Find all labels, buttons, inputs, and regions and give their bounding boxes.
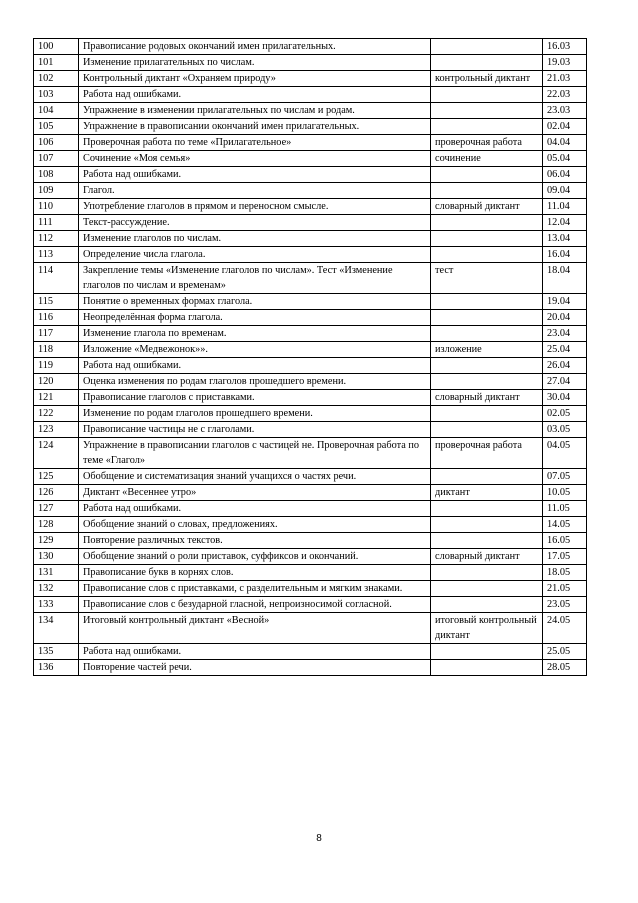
page-number: 8 — [316, 833, 322, 844]
lesson-date-cell: 17.05 — [543, 549, 587, 565]
lesson-topic-cell: Работа над ошибками. — [79, 87, 431, 103]
lesson-number-cell: 108 — [34, 167, 79, 183]
table-row — [34, 517, 587, 533]
lesson-topic-cell: Правописание частицы не с глаголами. — [79, 422, 431, 438]
lesson-date-cell: 04.05 — [543, 438, 587, 469]
lesson-topic-cell: Упражнение в правописании глаголов с частицей не. Проверочная работа по теме «Глагол» — [79, 438, 431, 469]
table-row — [34, 374, 587, 390]
table-row — [34, 597, 587, 613]
lesson-number-cell: 115 — [34, 294, 79, 310]
lesson-topic-cell: Обобщение знаний о роли приставок, суффиксов и окончаний. — [79, 549, 431, 565]
lesson-number-cell: 132 — [34, 581, 79, 597]
lesson-number-cell: 133 — [34, 597, 79, 613]
lesson-number-cell: 100 — [34, 39, 79, 55]
control-type-cell — [431, 326, 543, 342]
lesson-date-cell: 09.04 — [543, 183, 587, 199]
lesson-topic-cell: Изложение «Медвежонок»». — [79, 342, 431, 358]
lesson-date-cell: 25.05 — [543, 644, 587, 660]
lesson-topic-cell: Диктант «Весеннее утро» — [79, 485, 431, 501]
lesson-topic-cell: Правописание родовых окончаний имен прилагательных. — [79, 39, 431, 55]
lesson-date-cell: 11.04 — [543, 199, 587, 215]
lesson-number-cell: 106 — [34, 135, 79, 151]
lesson-number-cell: 117 — [34, 326, 79, 342]
lesson-topic-cell: Текст-рассуждение. — [79, 215, 431, 231]
lesson-number-cell: 105 — [34, 119, 79, 135]
lesson-number-cell: 123 — [34, 422, 79, 438]
table-row — [34, 247, 587, 263]
lesson-topic-cell: Изменение глаголов по числам. — [79, 231, 431, 247]
control-type-cell — [431, 310, 543, 326]
control-type-cell — [431, 406, 543, 422]
table-row — [34, 263, 587, 294]
lesson-topic-cell: Изменение по родам глаголов прошедшего времени. — [79, 406, 431, 422]
lesson-number-cell: 104 — [34, 103, 79, 119]
lesson-date-cell: 26.04 — [543, 358, 587, 374]
lesson-topic-cell: Обобщение знаний о словах, предложениях. — [79, 517, 431, 533]
lesson-topic-cell: Упражнение в изменении прилагательных по числам и родам. — [79, 103, 431, 119]
lesson-topic-cell: Понятие о временных формах глагола. — [79, 294, 431, 310]
control-type-cell: контрольный диктант — [431, 71, 543, 87]
lesson-date-cell: 16.03 — [543, 39, 587, 55]
lesson-number-cell: 110 — [34, 199, 79, 215]
lesson-number-cell: 127 — [34, 501, 79, 517]
control-type-cell — [431, 469, 543, 485]
lesson-date-cell: 23.04 — [543, 326, 587, 342]
control-type-cell: словарный диктант — [431, 549, 543, 565]
table-row — [34, 342, 587, 358]
lesson-number-cell: 124 — [34, 438, 79, 469]
table-row — [34, 167, 587, 183]
control-type-cell — [431, 533, 543, 549]
control-type-cell — [431, 119, 543, 135]
control-type-cell — [431, 231, 543, 247]
table-row — [34, 422, 587, 438]
table-row — [34, 71, 587, 87]
control-type-cell — [431, 87, 543, 103]
control-type-cell — [431, 660, 543, 676]
table-row — [34, 581, 587, 597]
table-row — [34, 390, 587, 406]
lesson-date-cell: 22.03 — [543, 87, 587, 103]
lesson-topic-cell: Оценка изменения по родам глаголов прошедшего времени. — [79, 374, 431, 390]
lesson-number-cell: 135 — [34, 644, 79, 660]
control-type-cell: изложение — [431, 342, 543, 358]
lesson-date-cell: 19.03 — [543, 55, 587, 71]
table-row — [34, 406, 587, 422]
lesson-topic-cell: Изменение глагола по временам. — [79, 326, 431, 342]
control-type-cell — [431, 167, 543, 183]
table-row — [34, 533, 587, 549]
control-type-cell: сочинение — [431, 151, 543, 167]
control-type-cell — [431, 517, 543, 533]
lesson-topic-cell: Изменение прилагательных по числам. — [79, 55, 431, 71]
lesson-date-cell: 21.03 — [543, 71, 587, 87]
table-row — [34, 326, 587, 342]
lesson-date-cell: 18.05 — [543, 565, 587, 581]
lesson-number-cell: 125 — [34, 469, 79, 485]
lesson-date-cell: 16.05 — [543, 533, 587, 549]
lesson-date-cell: 23.05 — [543, 597, 587, 613]
control-type-cell — [431, 55, 543, 71]
lesson-date-cell: 21.05 — [543, 581, 587, 597]
lesson-date-cell: 14.05 — [543, 517, 587, 533]
table-row — [34, 151, 587, 167]
lesson-number-cell: 109 — [34, 183, 79, 199]
lesson-date-cell: 25.04 — [543, 342, 587, 358]
table-row — [34, 485, 587, 501]
lesson-date-cell: 30.04 — [543, 390, 587, 406]
lesson-number-cell: 107 — [34, 151, 79, 167]
lesson-topic-cell: Правописание глаголов с приставками. — [79, 390, 431, 406]
lesson-topic-cell: Контрольный диктант «Охраняем природу» — [79, 71, 431, 87]
control-type-cell — [431, 644, 543, 660]
lesson-date-cell: 03.05 — [543, 422, 587, 438]
lesson-date-cell: 11.05 — [543, 501, 587, 517]
control-type-cell — [431, 215, 543, 231]
lesson-topic-cell: Употребление глаголов в прямом и переносном смысле. — [79, 199, 431, 215]
table-row — [34, 183, 587, 199]
lesson-topic-cell: Сочинение «Моя семья» — [79, 151, 431, 167]
table-row — [34, 310, 587, 326]
control-type-cell — [431, 565, 543, 581]
control-type-cell: итоговый контрольный диктант — [431, 613, 543, 644]
lesson-number-cell: 129 — [34, 533, 79, 549]
control-type-cell — [431, 422, 543, 438]
lesson-plan-body — [34, 39, 587, 676]
lesson-number-cell: 131 — [34, 565, 79, 581]
lesson-date-cell: 24.05 — [543, 613, 587, 644]
control-type-cell — [431, 39, 543, 55]
lesson-number-cell: 103 — [34, 87, 79, 103]
lesson-topic-cell: Закрепление темы «Изменение глаголов по числам». Тест «Изменение глаголов по числам и временам» — [79, 263, 431, 294]
lesson-topic-cell: Правописание слов с приставками, с разделительным и мягким знаками. — [79, 581, 431, 597]
table-row — [34, 135, 587, 151]
table-row — [34, 231, 587, 247]
lesson-topic-cell: Работа над ошибками. — [79, 167, 431, 183]
lesson-number-cell: 121 — [34, 390, 79, 406]
table-row — [34, 660, 587, 676]
control-type-cell — [431, 103, 543, 119]
table-row — [34, 119, 587, 135]
table-row — [34, 438, 587, 469]
lesson-date-cell: 12.04 — [543, 215, 587, 231]
table-row — [34, 501, 587, 517]
lesson-number-cell: 114 — [34, 263, 79, 294]
lesson-date-cell: 06.04 — [543, 167, 587, 183]
table-row — [34, 55, 587, 71]
control-type-cell: словарный диктант — [431, 390, 543, 406]
table-row — [34, 103, 587, 119]
lesson-number-cell: 113 — [34, 247, 79, 263]
lesson-topic-cell: Работа над ошибками. — [79, 358, 431, 374]
lesson-date-cell: 02.05 — [543, 406, 587, 422]
lesson-number-cell: 126 — [34, 485, 79, 501]
lesson-date-cell: 07.05 — [543, 469, 587, 485]
table-row — [34, 215, 587, 231]
table-row — [34, 565, 587, 581]
lesson-number-cell: 128 — [34, 517, 79, 533]
lesson-topic-cell: Обобщение и систематизация знаний учащихся о частях речи. — [79, 469, 431, 485]
table-row — [34, 613, 587, 644]
control-type-cell: словарный диктант — [431, 199, 543, 215]
lesson-date-cell: 02.04 — [543, 119, 587, 135]
lesson-number-cell: 111 — [34, 215, 79, 231]
lesson-date-cell: 18.04 — [543, 263, 587, 294]
lesson-number-cell: 122 — [34, 406, 79, 422]
lesson-date-cell: 27.04 — [543, 374, 587, 390]
control-type-cell — [431, 294, 543, 310]
table-row — [34, 469, 587, 485]
lesson-date-cell: 20.04 — [543, 310, 587, 326]
lesson-number-cell: 136 — [34, 660, 79, 676]
control-type-cell — [431, 581, 543, 597]
lesson-topic-cell: Повторение различных текстов. — [79, 533, 431, 549]
control-type-cell — [431, 358, 543, 374]
lesson-number-cell: 120 — [34, 374, 79, 390]
lesson-number-cell: 101 — [34, 55, 79, 71]
lesson-topic-cell: Правописание букв в корнях слов. — [79, 565, 431, 581]
control-type-cell: тест — [431, 263, 543, 294]
control-type-cell — [431, 183, 543, 199]
lesson-date-cell: 05.04 — [543, 151, 587, 167]
lesson-number-cell: 119 — [34, 358, 79, 374]
lesson-topic-cell: Определение числа глагола. — [79, 247, 431, 263]
lesson-topic-cell: Работа над ошибками. — [79, 644, 431, 660]
control-type-cell — [431, 374, 543, 390]
lesson-number-cell: 102 — [34, 71, 79, 87]
lesson-date-cell: 23.03 — [543, 103, 587, 119]
table-row — [34, 358, 587, 374]
table-row — [34, 87, 587, 103]
lesson-topic-cell: Проверочная работа по теме «Прилагательное» — [79, 135, 431, 151]
lesson-number-cell: 134 — [34, 613, 79, 644]
lesson-number-cell: 130 — [34, 549, 79, 565]
lesson-number-cell: 112 — [34, 231, 79, 247]
lesson-number-cell: 116 — [34, 310, 79, 326]
lesson-date-cell: 19.04 — [543, 294, 587, 310]
lesson-date-cell: 16.04 — [543, 247, 587, 263]
lesson-topic-cell: Правописание слов с безударной гласной, непроизносимой согласной. — [79, 597, 431, 613]
control-type-cell: проверочная работа — [431, 438, 543, 469]
lesson-date-cell: 28.05 — [543, 660, 587, 676]
lesson-topic-cell: Глагол. — [79, 183, 431, 199]
table-row — [34, 549, 587, 565]
lesson-date-cell: 13.04 — [543, 231, 587, 247]
lesson-number-cell: 118 — [34, 342, 79, 358]
lesson-topic-cell: Работа над ошибками. — [79, 501, 431, 517]
lesson-plan-table — [33, 38, 587, 676]
control-type-cell — [431, 247, 543, 263]
control-type-cell — [431, 501, 543, 517]
table-row — [34, 294, 587, 310]
lesson-date-cell: 10.05 — [543, 485, 587, 501]
table-row — [34, 199, 587, 215]
lesson-topic-cell: Повторение частей речи. — [79, 660, 431, 676]
table-row — [34, 644, 587, 660]
control-type-cell: проверочная работа — [431, 135, 543, 151]
lesson-topic-cell: Итоговый контрольный диктант «Весной» — [79, 613, 431, 644]
control-type-cell — [431, 597, 543, 613]
lesson-topic-cell: Упражнение в правописании окончаний имен прилагательных. — [79, 119, 431, 135]
table-row — [34, 39, 587, 55]
lesson-date-cell: 04.04 — [543, 135, 587, 151]
control-type-cell: диктант — [431, 485, 543, 501]
lesson-topic-cell: Неопределённая форма глагола. — [79, 310, 431, 326]
